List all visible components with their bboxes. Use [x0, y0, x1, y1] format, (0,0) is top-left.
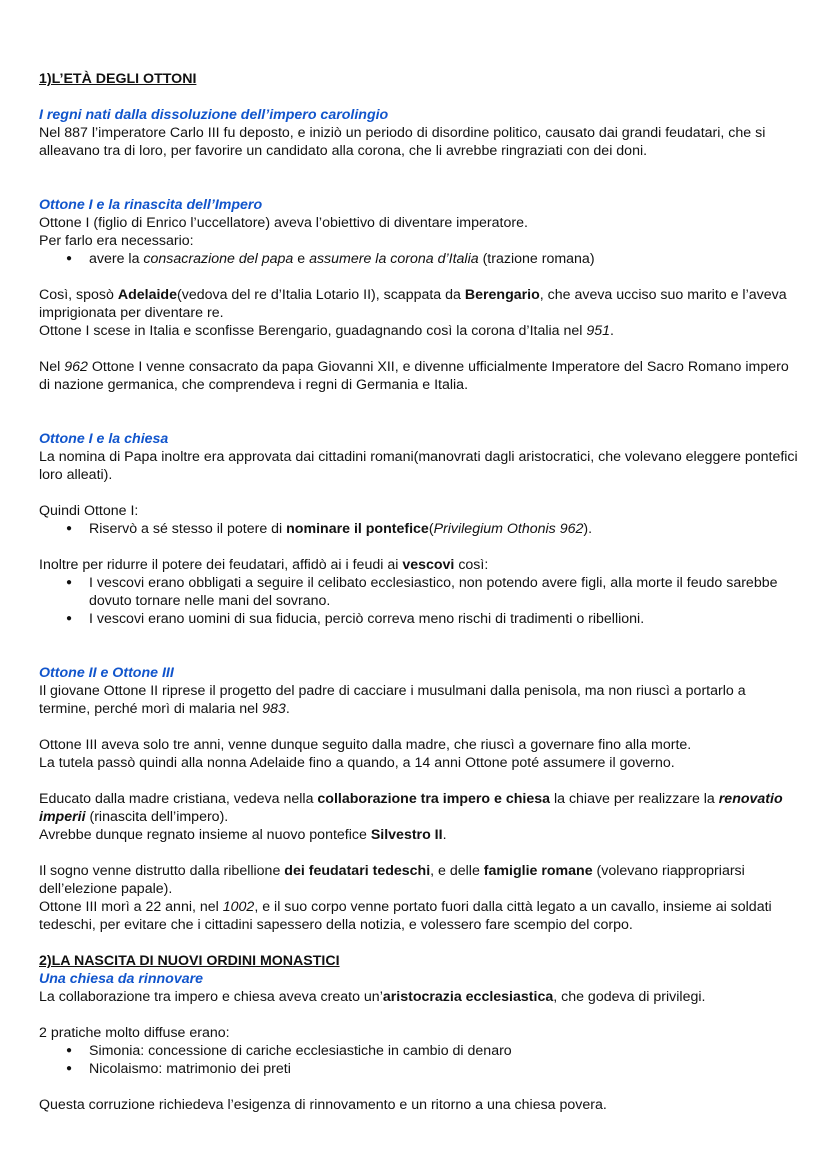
paragraph: Ottone I (figlio di Enrico l’uccellatore) aveva l’obiettivo di diventare imperatore. — [39, 215, 528, 231]
paragraph: Ottone III morì a 22 anni, nel 1002, e il suo corpo venne portato fuori dalla città legato a un cavallo, insieme ai soldati tedeschi, per evitare che i cittadini sapessero della notizia, e volessero fare scempio del corpo. — [39, 899, 772, 933]
list-item: ● I vescovi erano obbligati a seguire il celibato ecclesiastico, non potendo avere figli, alla morte il feudo sarebbe dovuto tornare nelle mani del sovrano. — [89, 574, 799, 610]
paragraph: La tutela passò quindi alla nonna Adelaide fino a quando, a 14 anni Ottone poté assumere il governo. — [39, 755, 675, 771]
paragraph: La collaborazione tra impero e chiesa aveva creato un’aristocrazia ecclesiastica, che godeva di privilegi. — [39, 989, 706, 1005]
paragraph: Ottone I scese in Italia e sconfisse Berengario, guadagnando così la corona d’Italia nel 951. — [39, 323, 614, 339]
document-page — [39, 70, 799, 1114]
list-item: ● avere la consacrazione del papa e assumere la corona d’Italia (trazione romana) — [89, 250, 799, 268]
bullet-list — [39, 250, 799, 268]
paragraph: Il sogno venne distrutto dalla ribellione dei feudatari tedeschi, e delle famiglie romane (volevano riappropriarsi dell’elezione papale). — [39, 863, 745, 897]
list-item: ● Nicolaismo: matrimonio dei preti — [89, 1060, 799, 1078]
paragraph: Per farlo era necessario: — [39, 233, 194, 249]
paragraph: Quindi Ottone I: — [39, 503, 139, 519]
subsection-heading: Ottone I e la chiesa — [39, 431, 169, 447]
list-item: ● I vescovi erano uomini di sua fiducia, perciò correva meno rischi di tradimenti o ribellioni. — [89, 610, 799, 628]
section-title: 2)LA NASCITA DI NUOVI ORDINI MONASTICI — [39, 953, 340, 969]
bullet-list — [39, 1042, 799, 1078]
list-item: ● Simonia: concessione di cariche ecclesiastiche in cambio di denaro — [89, 1042, 799, 1060]
section-title: 1)L’ETÀ DEGLI OTTONI — [39, 71, 197, 87]
paragraph: Nel 962 Ottone I venne consacrato da papa Giovanni XII, e divenne ufficialmente Imperatore del Sacro Romano impero di nazione germanica, che comprendeva i regni di Germania e Italia. — [39, 359, 789, 393]
bullet-list — [39, 574, 799, 628]
paragraph: Questa corruzione richiedeva l’esigenza di rinnovamento e un ritorno a una chiesa povera. — [39, 1097, 607, 1113]
subsection-heading: Ottone I e la rinascita dell’Impero — [39, 197, 263, 213]
paragraph: 2 pratiche molto diffuse erano: — [39, 1025, 230, 1041]
subsection-heading: I regni nati dalla dissoluzione dell’impero carolingio — [39, 107, 389, 123]
bullet-list — [39, 520, 799, 538]
subsection-heading: Una chiesa da rinnovare — [39, 971, 204, 987]
paragraph: Ottone III aveva solo tre anni, venne dunque seguito dalla madre, che riuscì a governare fino alla morte. — [39, 737, 692, 753]
paragraph: Così, sposò Adelaide(vedova del re d’Italia Lotario II), scappata da Berengario, che aveva ucciso suo marito e l’aveva imprigionata per diventare re. — [39, 287, 787, 321]
paragraph: Il giovane Ottone II riprese il progetto del padre di cacciare i musulmani dalla penisola, ma non riuscì a portarlo a termine, perché morì di malaria nel 983. — [39, 683, 746, 717]
subsection-heading: Ottone II e Ottone III — [39, 665, 174, 681]
list-item: ● Riservò a sé stesso il potere di nominare il pontefice(Privilegium Othonis 962). — [89, 520, 799, 538]
paragraph: Nel 887 l’imperatore Carlo III fu deposto, e iniziò un periodo di disordine politico, causato dai grandi feudatari, che si alleavano tra di loro, per favorire un candidato alla corona, che li avrebbe ringraziati con dei doni. — [39, 125, 766, 159]
paragraph: La nomina di Papa inoltre era approvata dai cittadini romani(manovrati dagli aristocratici, che volevano eleggere pontefici loro alleati). — [39, 449, 798, 483]
paragraph: Educato dalla madre cristiana, vedeva nella collaborazione tra impero e chiesa la chiave per realizzare la renovatio imperii (rinascita dell’impero). — [39, 791, 783, 825]
paragraph: Avrebbe dunque regnato insieme al nuovo pontefice Silvestro II. — [39, 827, 447, 843]
paragraph: Inoltre per ridurre il potere dei feudatari, affidò ai i feudi ai vescovi così: — [39, 557, 489, 573]
